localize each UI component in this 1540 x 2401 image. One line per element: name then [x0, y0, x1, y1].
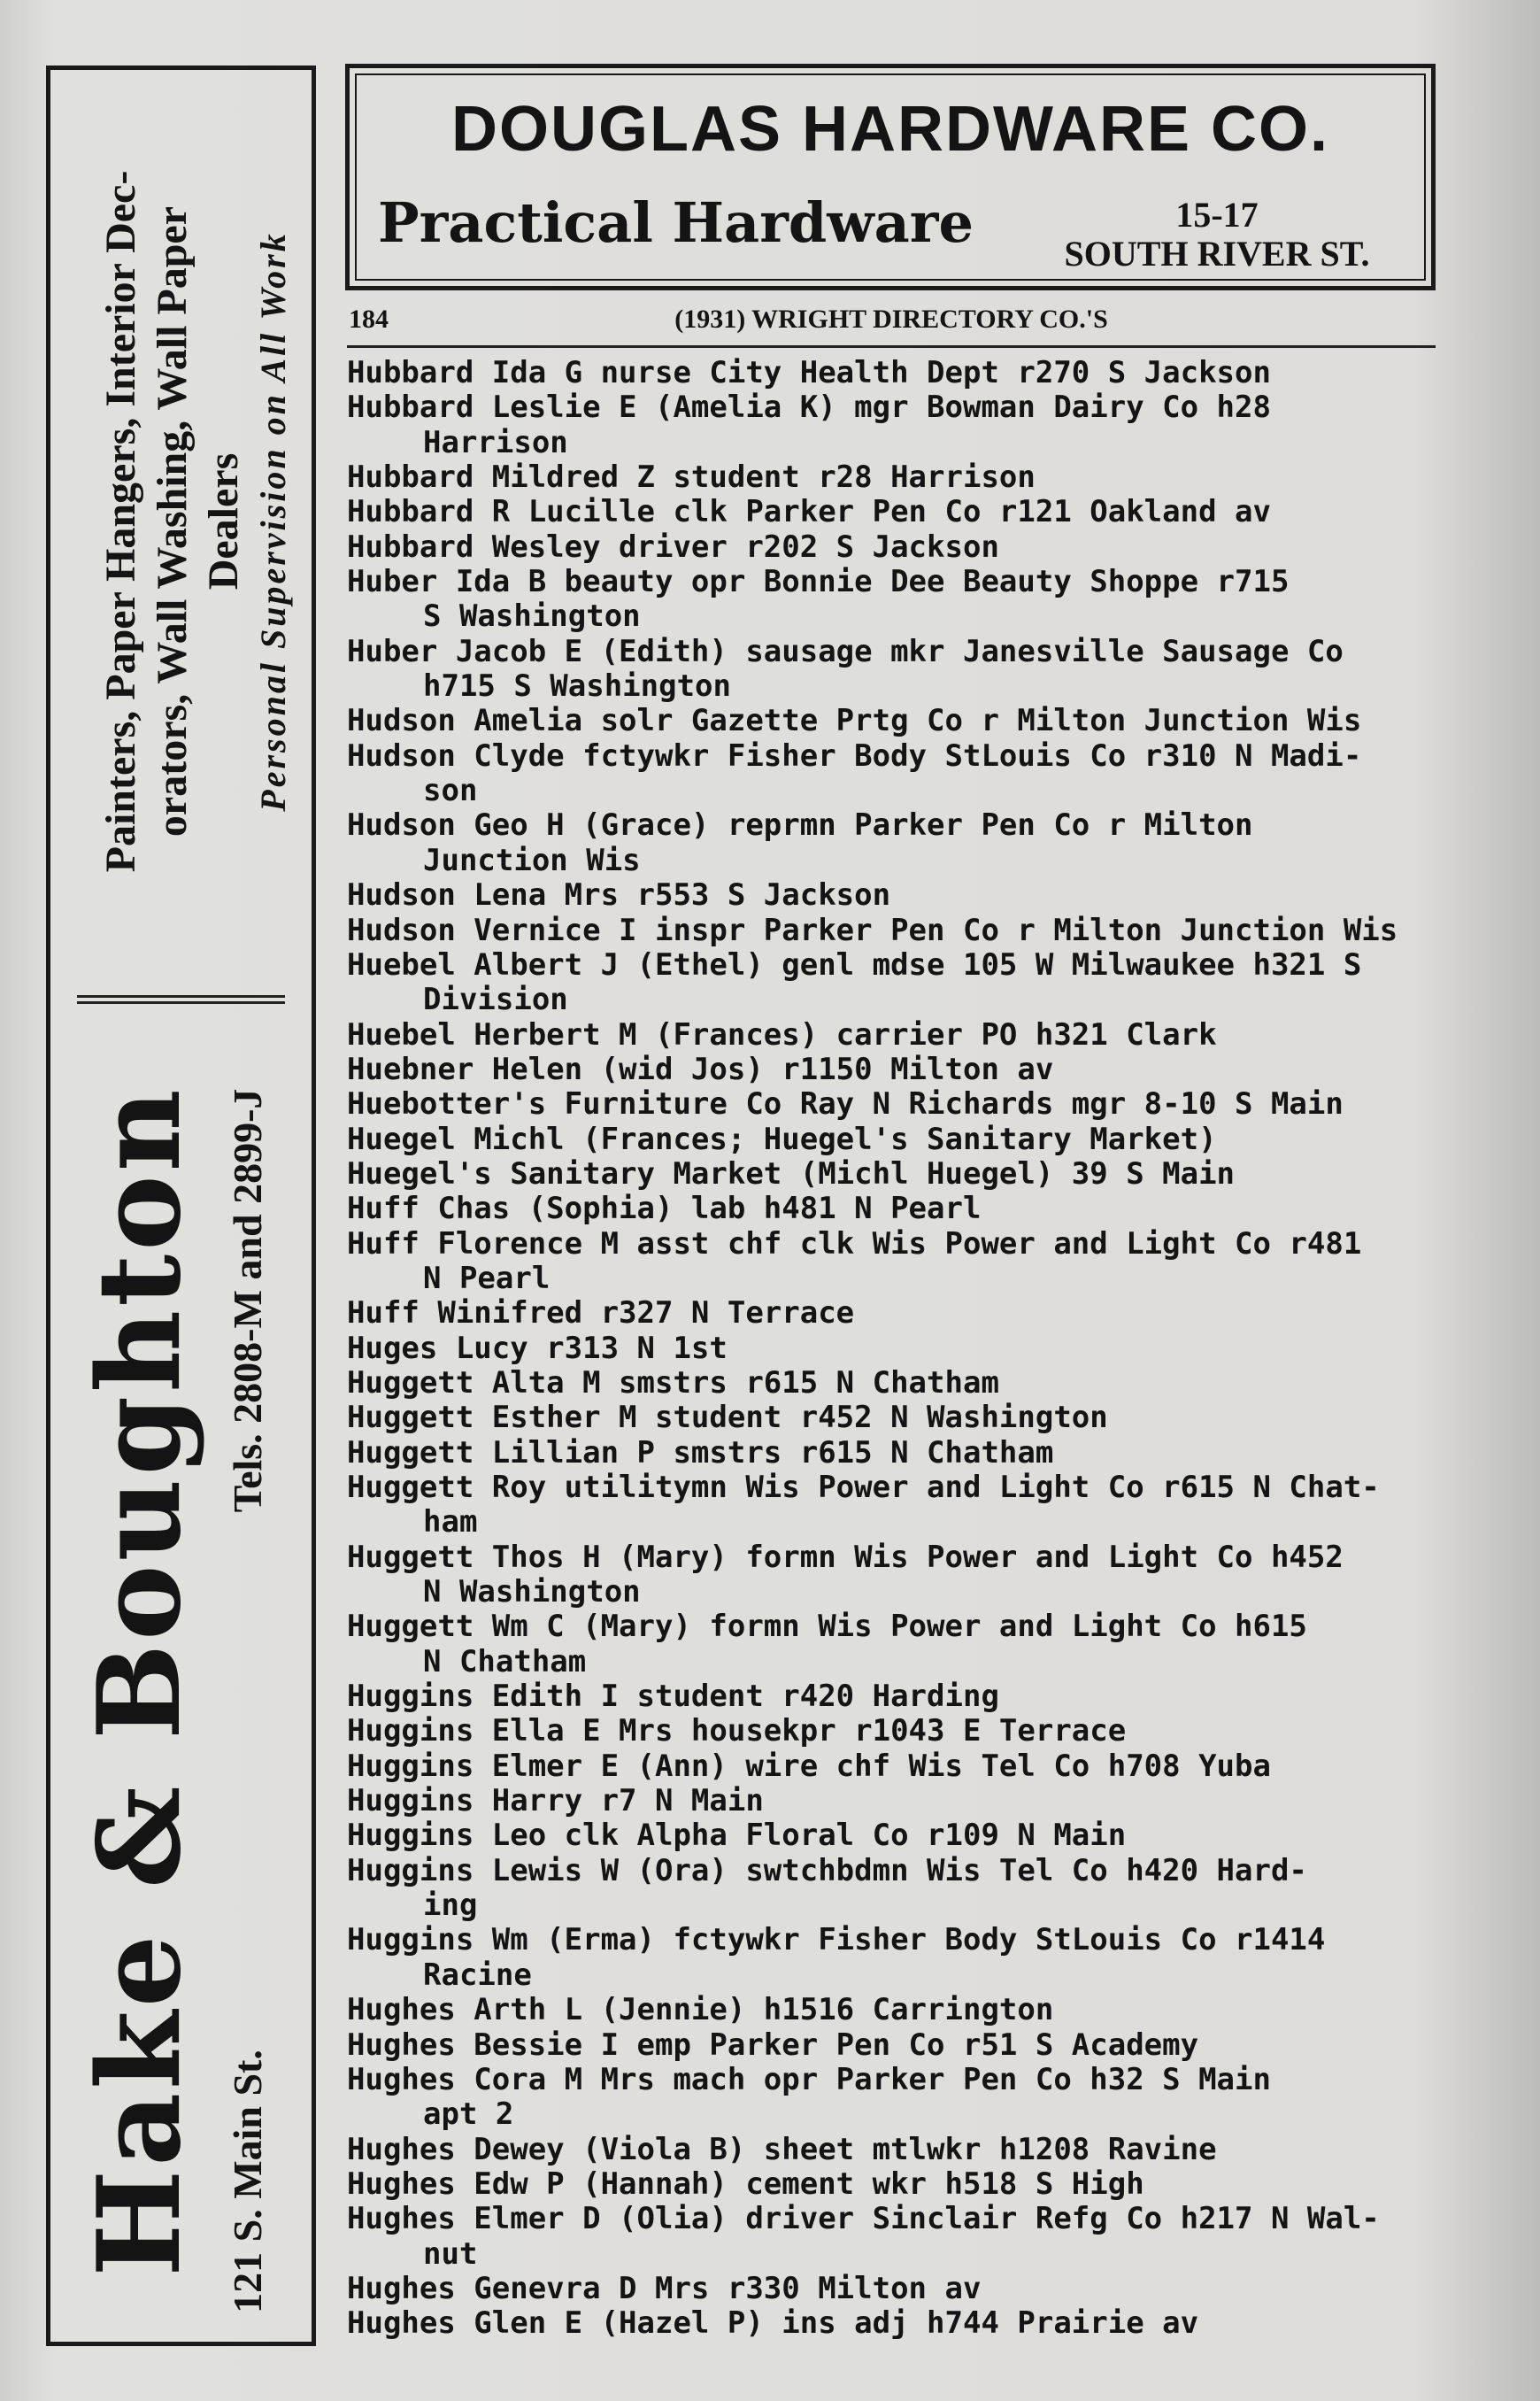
- listing-line: Huff Chas (Sophia) lab h481 N Pearl: [347, 1192, 982, 1227]
- listing-line: Hubbard Mildred Z student r28 Harrison: [347, 460, 1036, 496]
- listing-line: Huegel's Sanitary Market (Michl Huegel) 39 S Main: [347, 1156, 1236, 1192]
- ad-tagline: Practical Hardware: [378, 190, 974, 255]
- listing-line: Huggins Elmer E (Ann) wire chf Wis Tel Co h708 Yuba: [347, 1749, 1271, 1784]
- listing-line: Huggett Esther M student r452 N Washington: [347, 1401, 1108, 1436]
- listing-line: Hughes Arth L (Jennie) h1516 Carrington: [347, 1993, 1054, 2028]
- side-ad-line-2: orators, Wall Washing, Wall Paper: [149, 205, 196, 838]
- side-ad-line-1: Painters, Paper Hangers, Interior Dec-: [97, 170, 144, 873]
- listing-line: Huebner Helen (wid Jos) r1150 Milton av: [347, 1052, 1054, 1087]
- listing-line: Hughes Genevra D Mrs r330 Milton av: [347, 2271, 982, 2306]
- listing-line: Huegel Michl (Frances; Huegel's Sanitary Market): [347, 1122, 1217, 1157]
- side-ad-address: 121 S. Main St.: [225, 2050, 270, 2313]
- side-ad-name: Hake & Boughton: [73, 1085, 206, 2277]
- listing-line: Hudson Clyde fctywkr Fisher Body StLouis Co r310 N Madi-: [347, 738, 1362, 774]
- ad-address-street: SOUTH RIVER ST.: [1064, 234, 1370, 274]
- listing-line: Hughes Edw P (Hannah) cement wkr h518 S High: [347, 2166, 1144, 2202]
- listing-line: Hudson Amelia solr Gazette Prtg Co r Milton Junction Wis: [347, 704, 1362, 739]
- listing-continuation-line: apt 2: [423, 2097, 514, 2133]
- listing-line: Huber Ida B beauty opr Bonnie Dee Beauty Shoppe r715: [347, 565, 1290, 600]
- listing-line: Huggins Edith I student r420 Harding: [347, 1679, 999, 1715]
- listing-continuation-line: nut: [423, 2236, 478, 2272]
- side-advertisement: [46, 66, 316, 2346]
- listing-line: Hughes Cora M Mrs mach opr Parker Pen Co h32 S Main: [347, 2062, 1271, 2097]
- listing-continuation-line: N Chatham: [423, 1644, 587, 1679]
- running-header: [347, 301, 1436, 348]
- ad-address-number: 15-17: [1175, 195, 1259, 235]
- listing-line: Huber Jacob E (Edith) sausage mkr Janesville Sausage Co: [347, 634, 1344, 669]
- listing-line: Hughes Elmer D (Olia) driver Sinclair Refg Co h217 N Wal-: [347, 2202, 1380, 2237]
- ad-company-name: DOUGLAS HARDWARE CO.: [451, 94, 1329, 165]
- listing-continuation-line: Racine: [423, 1957, 532, 1993]
- listing-continuation-line: S Washington: [423, 599, 641, 635]
- listing-line: Hubbard Wesley driver r202 S Jackson: [347, 529, 999, 565]
- listing-line: Hubbard Leslie E (Amelia K) mgr Bowman Dairy Co h28: [347, 390, 1271, 426]
- listing-line: Hudson Vernice I inspr Parker Pen Co r Milton Junction Wis: [347, 913, 1398, 948]
- side-ad-line-3: Dealers: [200, 452, 247, 591]
- listing-line: Huges Lucy r313 N 1st: [347, 1331, 728, 1366]
- listing-line: Huff Florence M asst chf clk Wis Power and Light Co r481: [347, 1226, 1362, 1262]
- listing-continuation-line: Junction Wis: [423, 843, 641, 878]
- listing-line: Huggett Roy utilitymn Wis Power and Light Co r615 N Chat-: [347, 1471, 1380, 1505]
- side-ad-upper: [50, 70, 312, 1000]
- listing-line: Huff Winifred r327 N Terrace: [347, 1296, 855, 1332]
- top-ad-inner-border: [355, 73, 1426, 281]
- top-advertisement: [345, 64, 1436, 290]
- listing-line: Huggins Harry r7 N Main: [347, 1784, 764, 1819]
- listing-line: Huggins Ella E Mrs housekpr r1043 E Terrace: [347, 1714, 1127, 1749]
- listing-line: Huggett Lillian P smstrs r615 N Chatham: [347, 1435, 1054, 1471]
- listing-line: Hubbard R Lucille clk Parker Pen Co r121 Oakland av: [347, 495, 1271, 530]
- listing-line: Hudson Lena Mrs r553 S Jackson: [347, 878, 891, 914]
- listing-continuation-line: h715 S Washington: [423, 669, 731, 705]
- running-title: (1931) WRIGHT DIRECTORY CO.'S: [674, 305, 1108, 334]
- listing-line: Huebotter's Furniture Co Ray N Richards mgr 8-10 S Main: [347, 1087, 1344, 1123]
- listing-line: Huggett Thos H (Mary) formn Wis Power and Light Co h452: [347, 1540, 1344, 1575]
- listing-line: Huebel Albert J (Ethel) genl mdse 105 W Milwaukee h321 S: [347, 947, 1362, 983]
- listing-continuation-line: Division: [423, 983, 568, 1018]
- listing-continuation-line: ham: [423, 1505, 478, 1540]
- listing-continuation-line: ing: [423, 1888, 478, 1924]
- listing-line: Hudson Geo H (Grace) reprmn Parker Pen Co r Milton: [347, 808, 1253, 844]
- listing-line: Huggins Lewis W (Ora) swtchbdmn Wis Tel Co h420 Hard-: [347, 1853, 1307, 1888]
- listing-continuation-line: N Pearl: [423, 1261, 551, 1296]
- listing-line: Huebel Herbert M (Frances) carrier PO h321 Clark: [347, 1017, 1217, 1053]
- listing-continuation-line: Harrison: [423, 425, 568, 460]
- side-ad-phones: Tels. 2808-M and 2899-J: [225, 1088, 270, 1513]
- listing-line: Huggett Wm C (Mary) formn Wis Power and Light Co h615: [347, 1610, 1307, 1645]
- listing-continuation-line: N Washington: [423, 1575, 641, 1610]
- listing-line: Hughes Glen E (Hazel P) ins adj h744 Prairie av: [347, 2306, 1199, 2342]
- listing-line: Hughes Bessie I emp Parker Pen Co r51 S Academy: [347, 2027, 1199, 2063]
- page-number: 184: [349, 305, 389, 334]
- listing-line: Hughes Dewey (Viola B) sheet mtlwkr h1208 Ravine: [347, 2132, 1217, 2167]
- listing-line: Huggins Leo clk Alpha Floral Co r109 N Main: [347, 1818, 1127, 1854]
- listing-continuation-line: son: [423, 774, 478, 809]
- listing-line: Huggins Wm (Erma) fctywkr Fisher Body StLouis Co r1414: [347, 1923, 1326, 1958]
- listing-line: Hubbard Ida G nurse City Health Dept r270 S Jackson: [347, 356, 1271, 390]
- listing-line: Huggett Alta M smstrs r615 N Chatham: [347, 1365, 999, 1401]
- directory-listing: [347, 356, 1437, 2342]
- side-ad-line-4: Personal Supervision on All Work: [253, 231, 293, 812]
- side-ad-divider: [77, 995, 285, 1004]
